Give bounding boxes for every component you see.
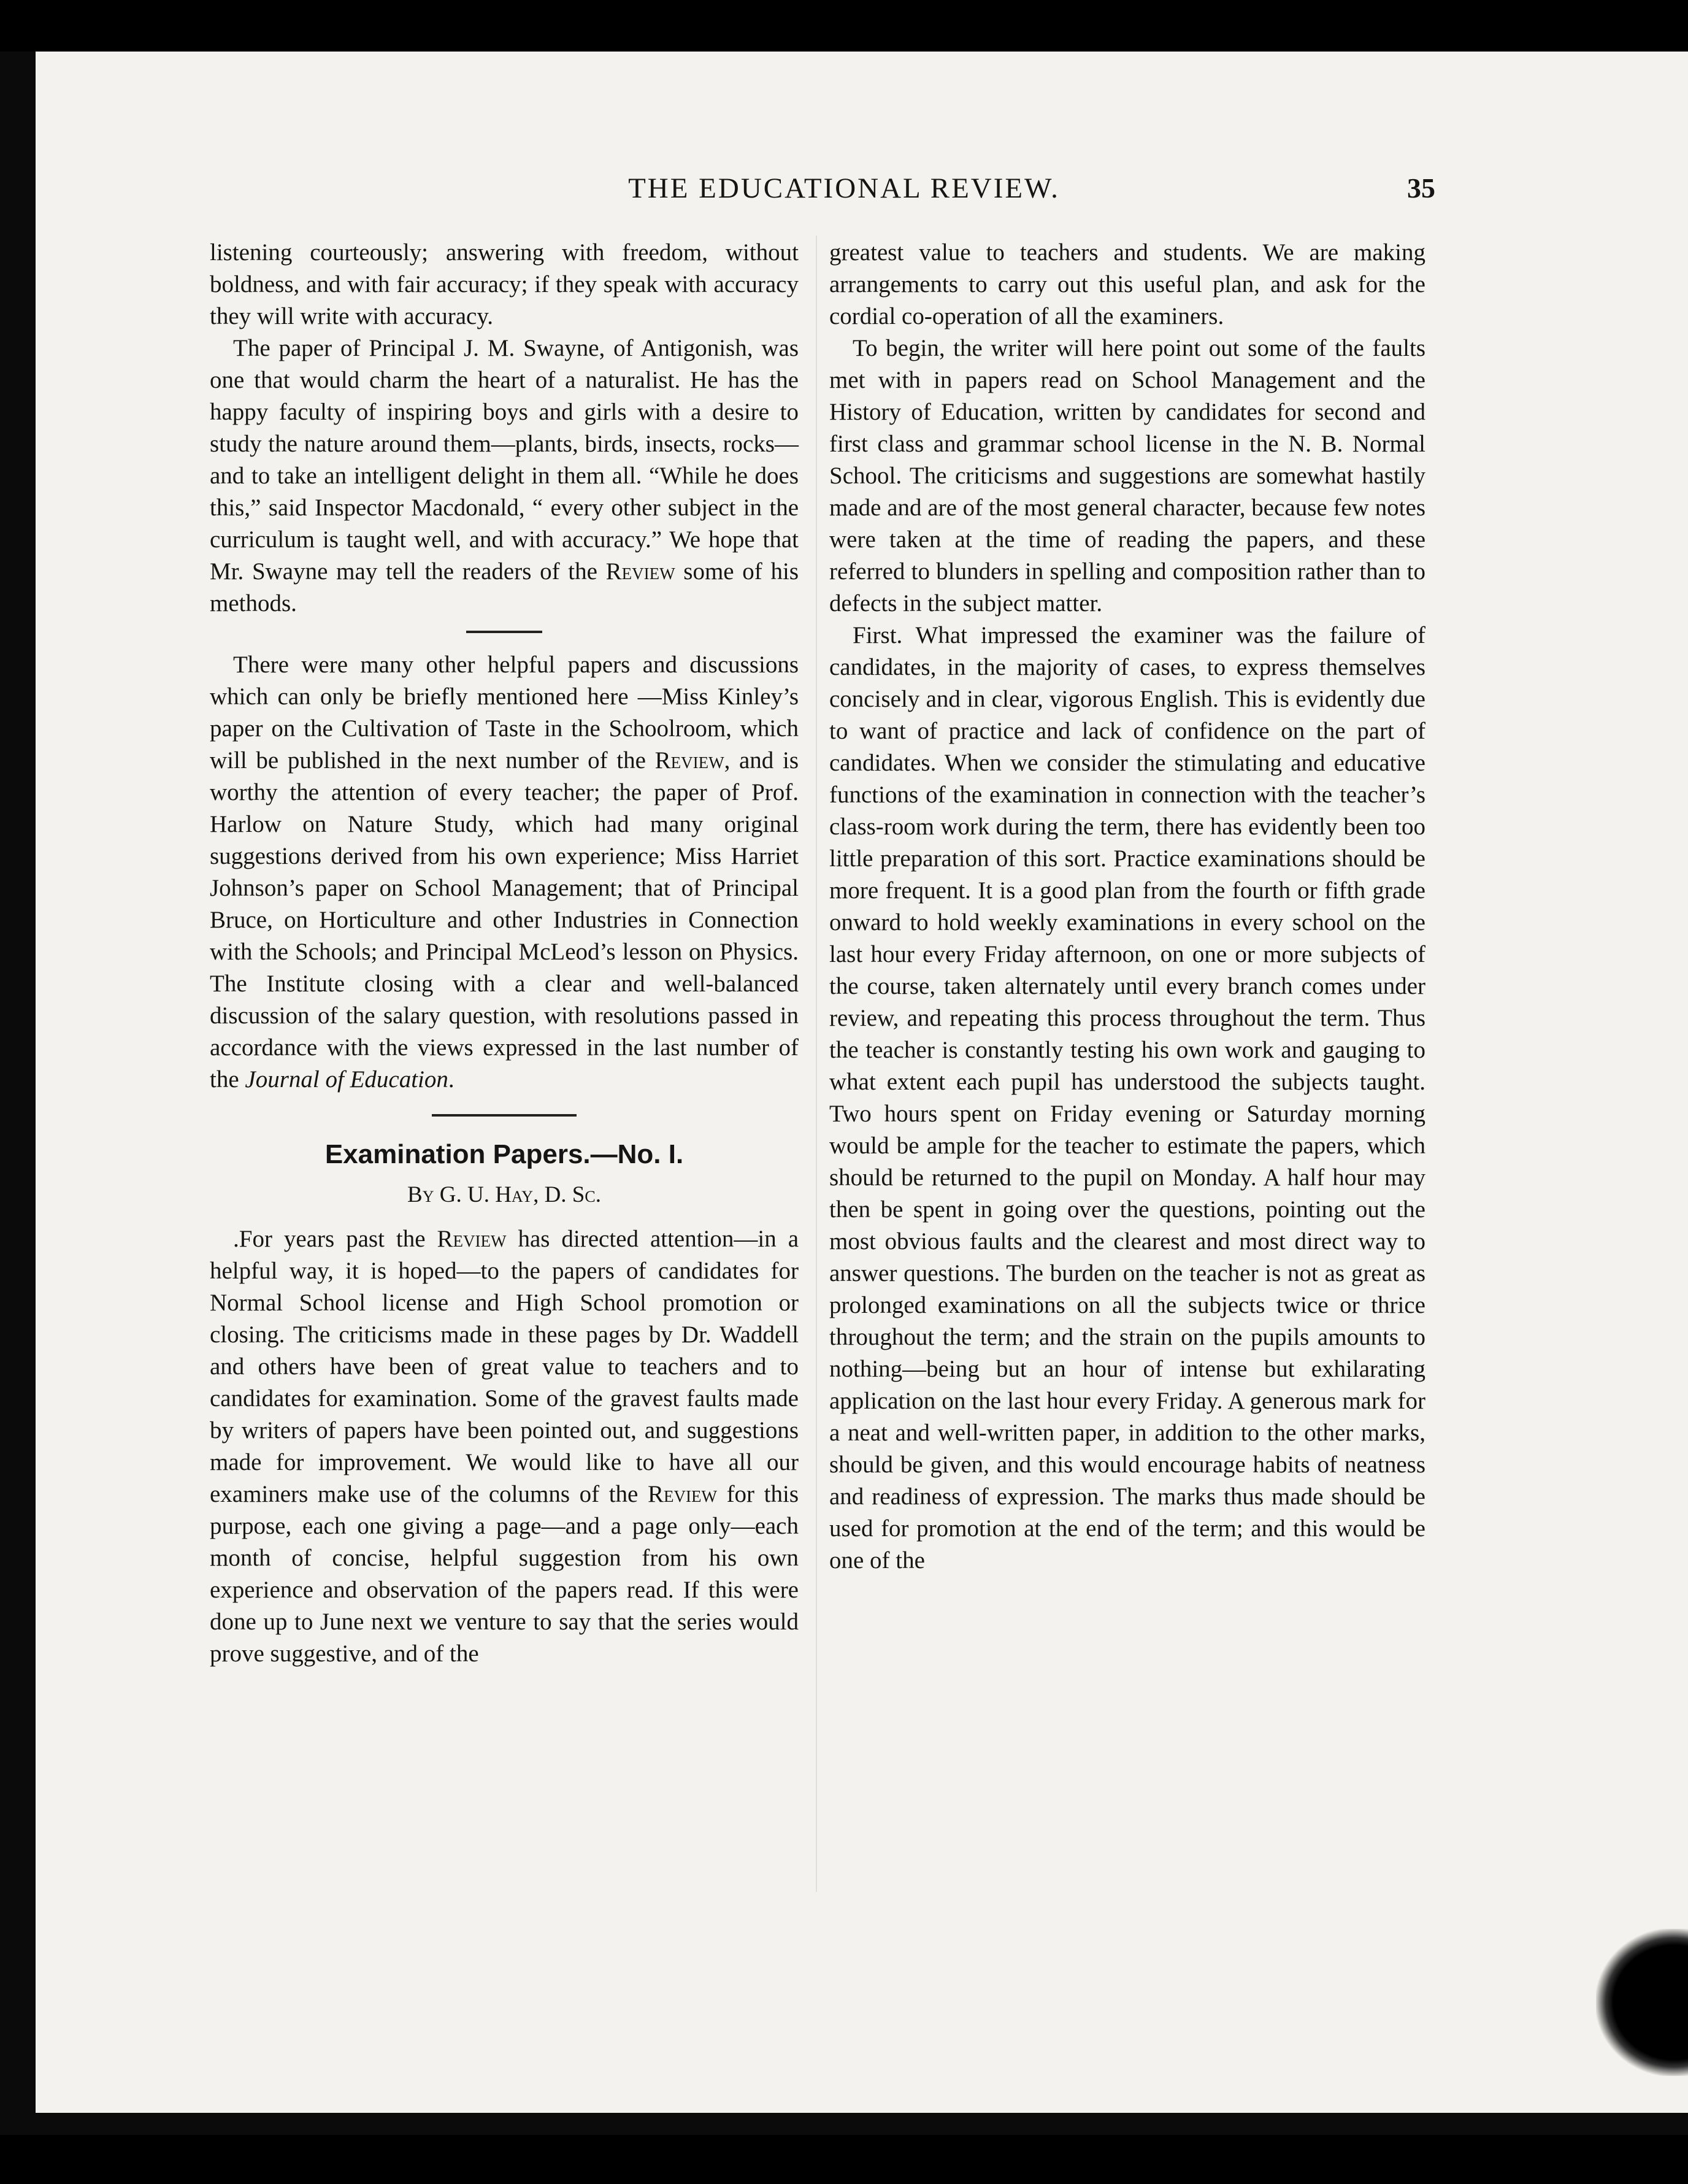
- scan-blot: [1596, 1929, 1688, 2076]
- journal-title: Journal of Education: [245, 1066, 448, 1093]
- right-column: [829, 237, 1425, 1577]
- paragraph-other-papers: There were many other helpful papers and discussions which can only be briefly mentioned here —Miss Kinley’s paper on the Cultivation of Taste in the Schoolroom, which will be published in the next number of the Review, and is worthy the attention of every teacher; the paper of Prof. Harlow on Nature Study, which had many original suggestions derived from his own experience; Miss Harriet Johnson’s paper on School Management; that of Principal Bruce, on Horticulture and other Industries in Connection with the Schools; and Principal McLeod’s lesson on Physics. The Institute closing with a clear and well-balanced discussion of the salary question, with resolutions passed in accordance with the views expressed in the last number of the Journal of Education.: [210, 652, 799, 1093]
- scan-border-left: [0, 52, 36, 2135]
- paragraph-continued-right: greatest value to teachers and students. We are making arrangements to carry out this useful plan, and ask for the cordial co-operation of all the examiners.: [829, 239, 1425, 329]
- running-title: THE EDUCATIONAL REVIEW.: [628, 172, 1060, 204]
- paragraph-first: First. What impressed the examiner was the failure of candidates, in the majority of cases, to express themselves concisely and in clear, vigorous English. This is evidently due to want of practice and lack of confidence on the part of candidates. When we consider the stimulating and educative functions of the examination in connection with the teacher’s class-room work during the term, there has evidently been too little preparation of this sort. Practice examinations should be more frequent. It is a good plan from the fourth or fifth grade onward to hold weekly examinations in every school on the last hour every Friday afternoon, on one or more subjects of the course, taken alternately until every branch comes under review, and repeating this process throughout the term. Thus the teacher is constantly testing his own work and gauging to what extent each pupil has understood the subjects taught. Two hours spent on Friday evening or Saturday morning would be ample for the teacher to estimate the papers, which should be returned to the pupil on Monday. A half hour may then be spent in going over the questions, pointing out the most obvious faults and the clearest and most direct way to answer questions. The burden on the teacher is not as great as prolonged examinations on all the subjects twice or thrice throughout the term; and the strain on the pupils amounts to nothing—being but an hour of intense but exhilarating application on the last hour every Friday. A generous mark for a neat and well-written paper, in addition to the other marks, should be given, and this would encourage habits of neatness and readiness of expression. The marks thus made should be used for promotion at the end of the term; and this would be one of the: [829, 622, 1425, 1574]
- paragraph-swayne: The paper of Principal J. M. Swayne, of Antigonish, was one that would charm the heart of a naturalist. He has the happy faculty of inspiring boys and girls with a desire to study the nature around them—plants, birds, insects, rocks— and to take an intelligent delight in them all. “While he does this,” said Inspector Macdonald, “ every other subject in the curriculum is taught well, and with accuracy.” We hope that Mr. Swayne may tell the readers of the Review some of his methods.: [210, 335, 799, 617]
- paragraph-to-begin: To begin, the writer will here point out some of the faults met with in papers read on School Management and the History of Education, written by candidates for second and first class and grammar school license in the N. B. Normal School. The criticisms and suggestions are somewhat hastily made and are of the most general character, because few notes were taken at the time of reading the papers, and these referred to blunders in spelling and composition rather than to defects in the subject matter.: [829, 335, 1425, 617]
- review-name: Review: [437, 1226, 507, 1252]
- page-header: [0, 172, 1688, 221]
- article-title: Examination Papers.—No. I.: [324, 1139, 684, 1169]
- review-name: Review: [647, 1481, 717, 1507]
- paragraph-continued: listening courteously; answering with freedom, without boldness, and with fair accuracy; if they speak with accuracy they will write with accuracy.: [210, 239, 799, 329]
- page-number: 35: [1407, 172, 1435, 204]
- byline: By G. U. Hay, D. Sc.: [407, 1182, 601, 1207]
- gutter-shadow: [816, 236, 817, 1892]
- paragraph-intro: .For years past the Review has directed attention—in a helpful way, it is hoped—to the papers of candidates for Normal School license and High School promotion or closing. The criticisms made in these pages by Dr. Waddell and others have been of great value to teachers and to candidates for examination. Some of the gravest faults made by writers of papers have been pointed out, and suggestions made for improvement. We would like to have all our examiners make use of the columns of the Review for this purpose, each one giving a page—and a page only—each month of concise, helpful suggestion from his own experience and observation of the papers read. If this were done up to June next we venture to say that the series would prove suggestive, and of the: [210, 1226, 799, 1667]
- left-column: [210, 237, 799, 1670]
- section-divider: [466, 631, 542, 633]
- article-divider: [432, 1114, 577, 1117]
- review-name: Review: [605, 558, 675, 585]
- scanned-page: [0, 52, 1688, 2135]
- author-name: G. U. Hay, D. Sc.: [434, 1182, 601, 1207]
- review-name: Review: [654, 747, 724, 774]
- scan-border-bottom: [0, 2113, 1688, 2135]
